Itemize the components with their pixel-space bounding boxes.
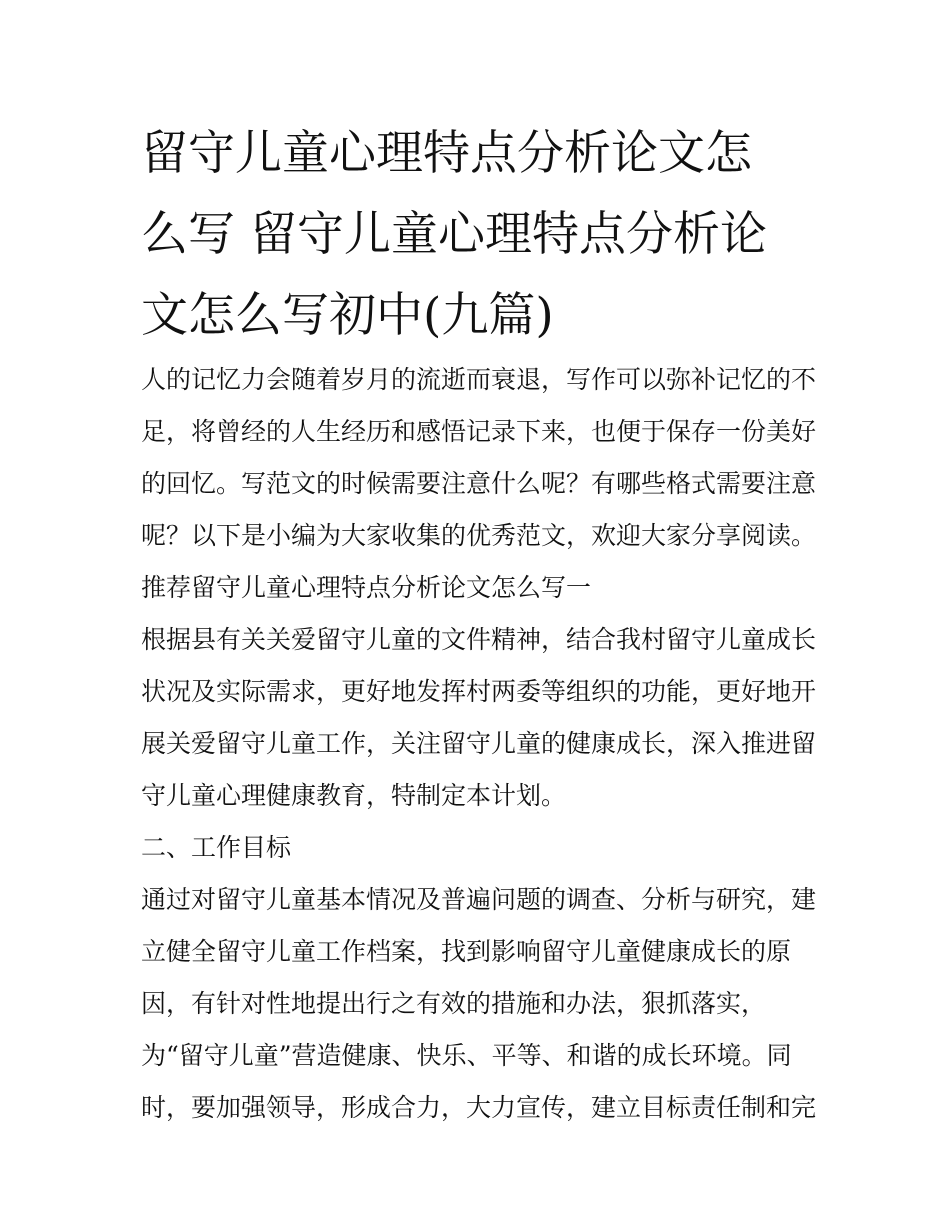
page-title: [141, 113, 821, 356]
paragraph-line: 呢？以下是小编为大家收集的优秀范文，欢迎大家分享阅读。: [141, 521, 817, 550]
section-heading: 二、工作目标: [141, 833, 292, 862]
title-line: 留守儿童心理特点分析论文怎: [141, 126, 752, 181]
section-heading: 推荐留守儿童心理特点分析论文怎么写一: [141, 573, 592, 602]
paragraph-line: 立健全留守儿童工作档案，找到影响留守儿童健康成长的原: [141, 937, 792, 966]
paragraph-line: 通过对留守儿童基本情况及普遍问题的调查、分析与研究，建: [141, 885, 817, 914]
title-line: 文怎么写初中(九篇): [141, 288, 554, 343]
title-line: 么写 留守儿童心理特点分析论: [141, 207, 767, 262]
paragraph-line: 时，要加强领导，形成合力，大力宣传，建立目标责任制和完: [141, 1093, 817, 1122]
paragraph-line: 守儿童心理健康教育，特制定本计划。: [141, 781, 567, 810]
paragraph-line: 的回忆。写范文的时候需要注意什么呢？有哪些格式需要注意: [141, 469, 817, 498]
paragraph-line: 人的记忆力会随着岁月的流逝而衰退，写作可以弥补记忆的不: [141, 365, 817, 394]
paragraph-line: 为“留守儿童”营造健康、快乐、平等、和谐的成长环境。同: [141, 1041, 792, 1070]
paragraph-line: 状况及实际需求，更好地发挥村两委等组织的功能，更好地开: [141, 677, 817, 706]
body-text: [141, 354, 821, 1134]
paragraph-line: 展关爱留守儿童工作，关注留守儿童的健康成长，深入推进留: [141, 729, 817, 758]
paragraph-line: 根据县有关关爱留守儿童的文件精神，结合我村留守儿童成长: [141, 625, 817, 654]
paragraph-line: 足，将曾经的人生经历和感悟记录下来，也便于保存一份美好: [141, 417, 817, 446]
paragraph-line: 因，有针对性地提出行之有效的措施和办法，狠抓落实，: [141, 989, 767, 1018]
